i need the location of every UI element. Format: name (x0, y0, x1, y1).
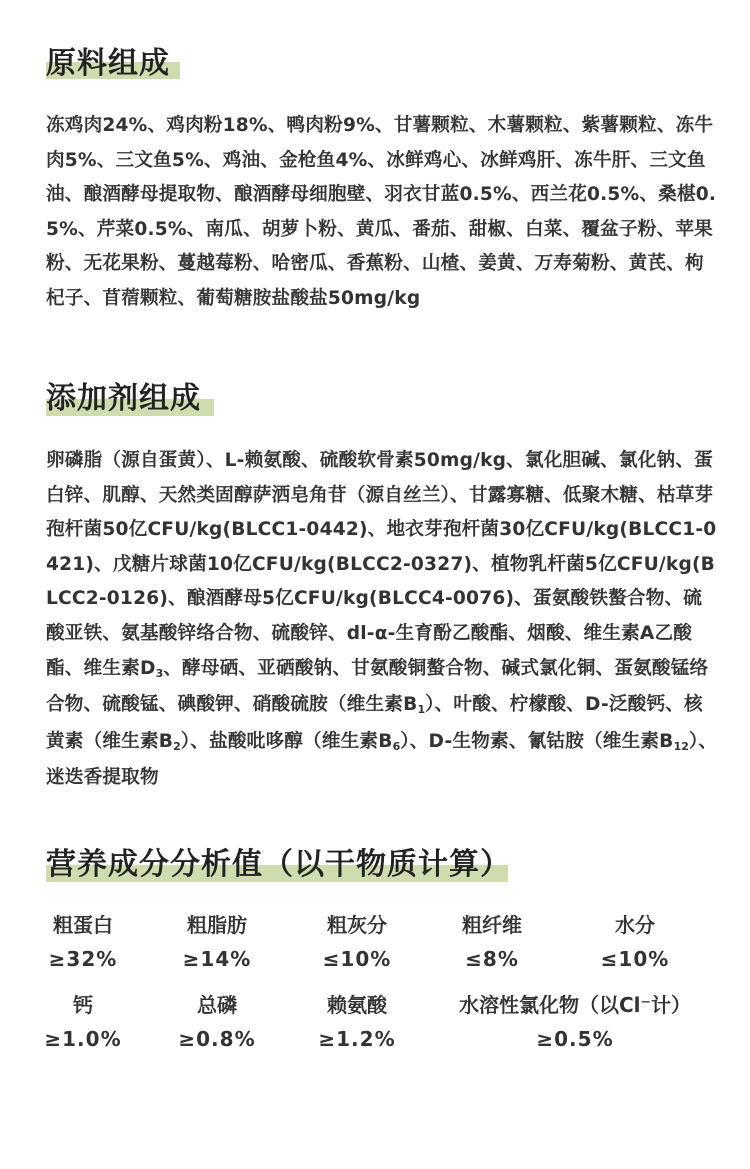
additives-text-part: ）、盐酸吡哆醇（维生素B (180, 730, 393, 752)
section-title-nutrition: 营养成分分析值（以干物质计算） (46, 847, 511, 882)
nutrient-value: ≥1.0% (44, 1027, 122, 1051)
nutrient-label: 粗灰分 (327, 913, 387, 937)
nutrient-label: 粗蛋白 (53, 913, 113, 937)
nutrient-calcium (38, 990, 128, 1054)
section-title-ingredients: 原料组成 (46, 46, 170, 81)
subscript: 2 (173, 739, 181, 753)
section-title-additives: 添加剂组成 (46, 381, 201, 416)
nutrient-value: ≥32% (48, 947, 118, 971)
ingredients-text: 冻鸡肉24%、鸡肉粉18%、鸭肉粉9%、甘薯颗粒、木薯颗粒、紫薯颗粒、冻牛肉5%、三文鱼5%、鸡油、金枪鱼4%、冰鲜鸡心、冰鲜鸡肝、冻牛肝、三文鱼油、酿酒酵母提取物、酿酒酵母细胞壁、羽衣甘蓝0.5%、西兰花0.5%、桑椹0.5%、芹菜0.5%、南瓜、胡萝卜粉、黄瓜、番茄、甜椒、白菜、覆盆子粉、苹果粉、无花果粉、蔓越莓粉、哈密瓜、香蕉粉、山楂、姜黄、万寿菊粉、黄芪、枸杞子、苜蓿颗粒、葡萄糖胺盐酸盐50mg/kg (46, 115, 717, 309)
nutrient-lysine (312, 990, 402, 1054)
nutrient-crude-fat (172, 910, 262, 974)
nutrient-label: 粗脂肪 (187, 913, 247, 937)
nutrient-label: 粗纤维 (462, 913, 522, 937)
nutrient-label: 钙 (73, 993, 93, 1017)
nutrient-total-phosphorus (172, 990, 262, 1054)
subscript: 12 (673, 739, 689, 753)
nutrient-label: 水分 (615, 913, 655, 937)
subscript: 3 (155, 666, 164, 680)
nutrient-value: ≥14% (182, 947, 252, 971)
additives-text (46, 444, 718, 796)
nutrient-crude-protein (38, 910, 128, 974)
nutrient-crude-fiber (447, 910, 537, 974)
nutrient-value: ≤10% (600, 947, 670, 971)
nutrient-value: ≥0.5% (536, 1027, 614, 1051)
subscript: 6 (392, 739, 401, 753)
nutrient-value: ≤8% (465, 947, 519, 971)
nutrient-value: ≥0.8% (178, 1027, 256, 1051)
nutrient-label: 水溶性氯化物（以Cl⁻计） (458, 993, 692, 1017)
additives-text-part: ）、迷迭香提取物 (46, 730, 718, 789)
additives-text-part: 卵磷脂（源自蛋黄）、L-赖氨酸、硫酸软骨素50mg/kg、氯化胆碱、氯化钠、蛋白锌、肌醇、天然类固醇萨洒皂角苷（源自丝兰）、甘露寡糖、低聚木糖、枯草芽孢杆菌50亿CFU/kg(BLCC1-0442)、地衣芽孢杆菌30亿CFU/kg(BLCC1-0421)、戊糖片球菌10亿CFU/kg(BLCC2-0327)、植物乳杆菌5亿CFU/kg(BLCC2-0126)、酿酒酵母5亿CFU/kg(BLCC4-0076)、蛋氨酸铁螯合物、硫酸亚铁、氨基酸锌络合物、硫酸锌、dl-α-生育酚乙酸酯、烟酸、维生素A乙酸酯、维生素D (46, 450, 717, 679)
nutrient-value: ≥1.2% (318, 1027, 396, 1051)
nutrient-crude-ash (312, 910, 402, 974)
additives-text-part: ）、叶酸、柠檬酸、D-泛酸钙、核黄素（维生素B (46, 694, 703, 752)
nutrient-value: ≤10% (322, 947, 392, 971)
nutrient-label: 赖氨酸 (327, 993, 387, 1017)
additives-text-part: ）、D-生物素、氰钴胺（维生素B (400, 730, 674, 752)
nutrient-label: 总磷 (197, 993, 237, 1017)
nutrient-moisture (590, 910, 680, 974)
nutrient-water-soluble-chloride (440, 990, 710, 1054)
subscript: 1 (417, 703, 426, 717)
additives-text-part: 、酵母硒、亚硒酸钠、甘氨酸铜螯合物、碱式氯化铜、蛋氨酸锰络合物、硫酸锰、碘酸钾、硝酸硫胺（维生素B (46, 657, 709, 716)
